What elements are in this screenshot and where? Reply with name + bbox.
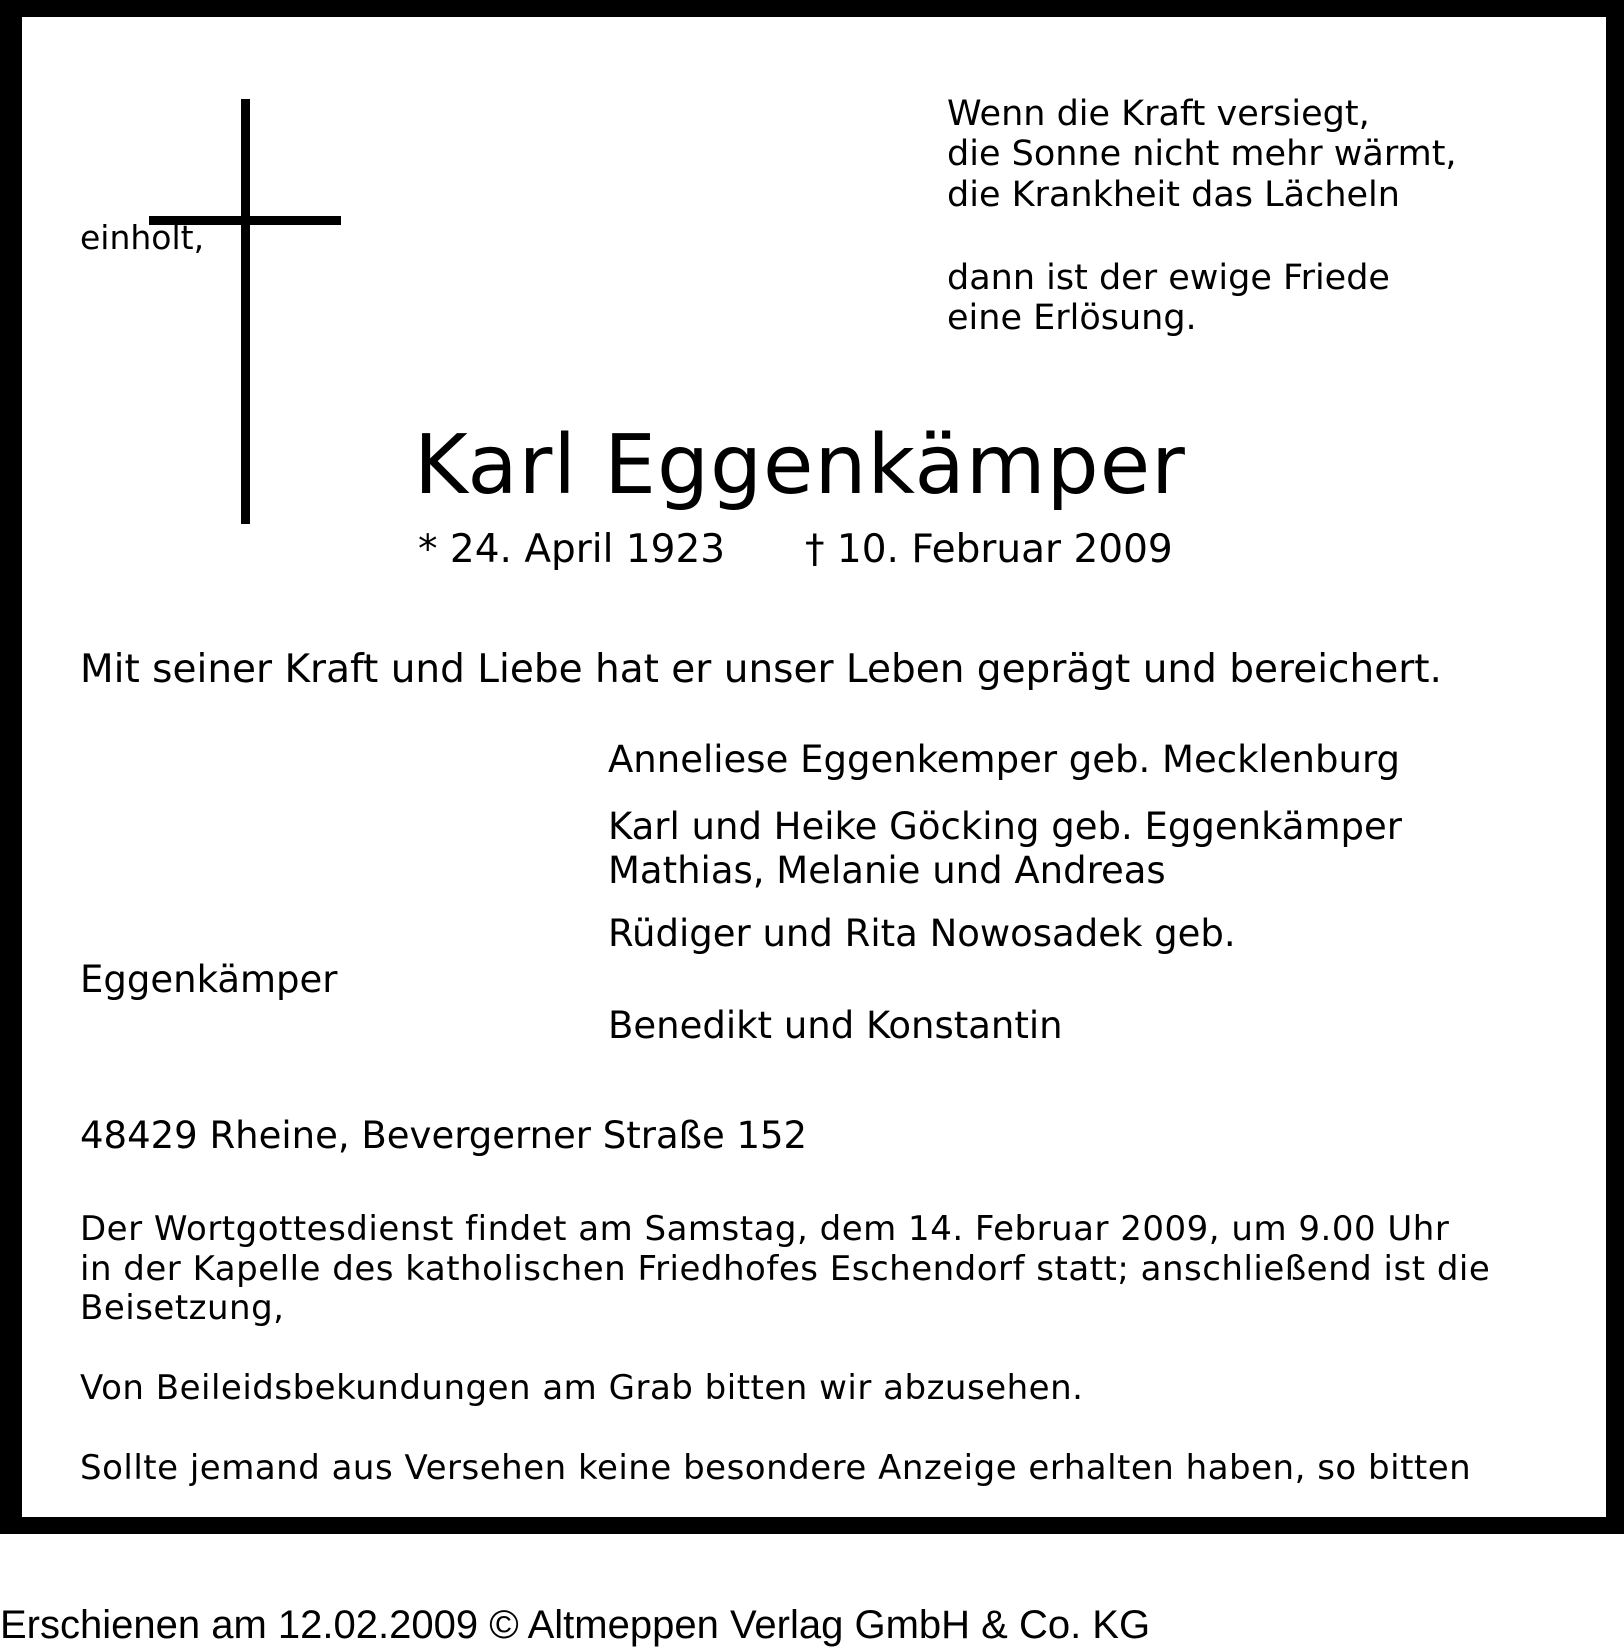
poem-line-3: die Krankheit das Lächeln <box>947 175 1400 215</box>
deceased-name: Karl Eggenkämper <box>414 418 1186 513</box>
service-line-2: in der Kapelle des katholischen Friedhofes Eschendorf statt; anschließend ist die <box>80 1249 1491 1289</box>
poem-line-4: einholt, <box>80 218 205 257</box>
family-line-2: Karl und Heike Göcking geb. Eggenkämper <box>608 805 1403 848</box>
cross-icon <box>241 99 250 524</box>
poem-line-5: dann ist der ewige Friede <box>947 258 1390 298</box>
family-line-4: Rüdiger und Rita Nowosadek geb. <box>608 912 1236 955</box>
birth-date: * 24. April 1923 <box>418 527 726 572</box>
service-line-1: Der Wortgottesdienst findet am Samstag, dem 14. Februar 2009, um 9.00 Uhr <box>80 1209 1450 1249</box>
death-date: † 10. Februar 2009 <box>805 527 1173 572</box>
family-line-6: Benedikt und Konstantin <box>608 1004 1063 1047</box>
address: 48429 Rheine, Bevergerner Straße 152 <box>80 1114 808 1157</box>
closing-line: Sollte jemand aus Versehen keine besondere Anzeige erhalten haben, so bitten <box>80 1448 1472 1488</box>
tribute-text: Mit seiner Kraft und Liebe hat er unser Leben geprägt und bereichert. <box>80 647 1442 692</box>
family-line-1: Anneliese Eggenkemper geb. Mecklenburg <box>608 738 1400 781</box>
publication-footer: Erschienen am 12.02.2009 © Altmeppen Verlag GmbH & Co. KG <box>0 1603 1151 1647</box>
poem-line-2: die Sonne nicht mehr wärmt, <box>947 134 1457 174</box>
poem-line-6: eine Erlösung. <box>947 298 1197 338</box>
obituary-notice <box>22 17 1606 1517</box>
family-line-5: Eggenkämper <box>80 958 338 1001</box>
poem-line-1: Wenn die Kraft versiegt, <box>947 94 1370 134</box>
service-line-3: Beisetzung, <box>80 1288 285 1328</box>
family-line-3: Mathias, Melanie und Andreas <box>608 849 1166 892</box>
condolences-text: Von Beileidsbekundungen am Grab bitten wir abzusehen. <box>80 1368 1084 1408</box>
